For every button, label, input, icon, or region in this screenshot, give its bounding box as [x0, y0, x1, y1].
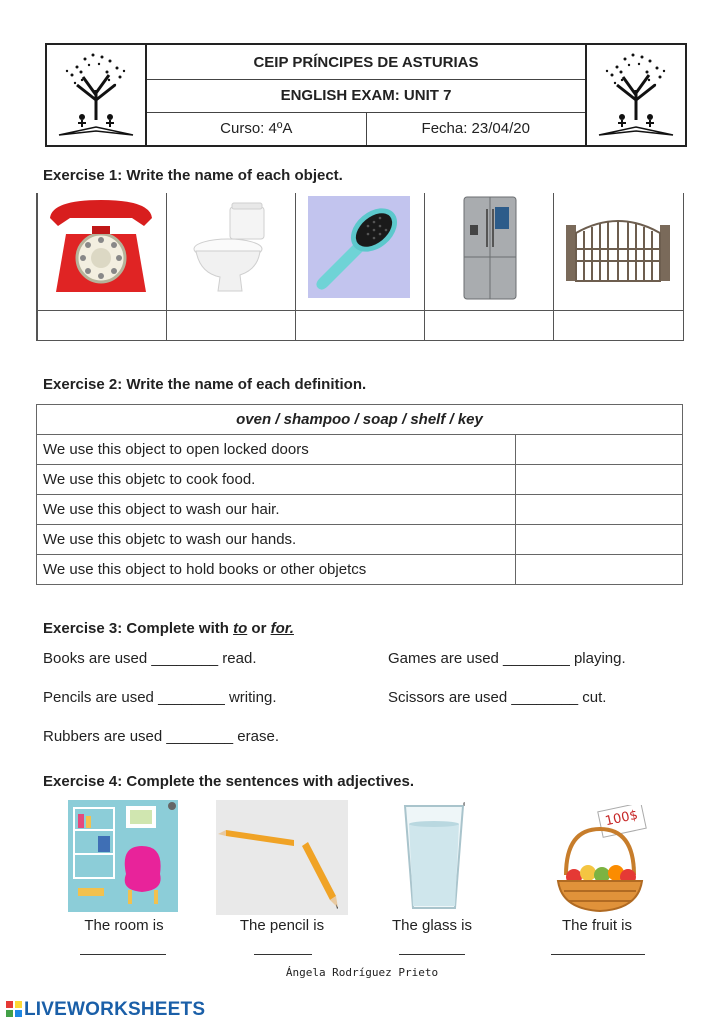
- caption-pencil: The pencil is: [239, 917, 325, 934]
- sentence-2[interactable]: Games are used ________ playing.: [388, 650, 626, 667]
- liveworksheets-logo[interactable]: [6, 999, 205, 1021]
- sentence-3[interactable]: Pencils are used ________ writing.: [43, 689, 277, 706]
- date-label: Fecha: 23/04/20: [421, 120, 530, 137]
- definition-text: We use this object to open locked doors: [37, 435, 516, 465]
- answer-cell[interactable]: [516, 555, 683, 585]
- exercise-3-title-for: for.: [270, 620, 294, 637]
- sentence-5[interactable]: Rubbers are used ________ erase.: [43, 728, 280, 745]
- telephone-icon: [42, 196, 160, 305]
- exam-title: ENGLISH EXAM: UNIT 7: [147, 79, 585, 113]
- table-row: [37, 465, 683, 495]
- answer-cell[interactable]: [516, 525, 683, 555]
- table-row: [37, 435, 683, 465]
- definitions-table: [36, 404, 683, 585]
- exercise-2-title: Exercise 2: Write the name of each definition.: [43, 376, 367, 393]
- liveworksheets-icon: [6, 1001, 22, 1017]
- answer-line-fruit[interactable]: [551, 953, 645, 955]
- exercise-3-title-prefix: Exercise 3: Complete with: [43, 620, 234, 637]
- definition-text: We use this objetc to wash our hands.: [37, 525, 516, 555]
- answer-line-pencil[interactable]: [254, 953, 312, 955]
- exercise-4-title: Exercise 4: Complete the sentences with adjectives.: [43, 773, 414, 790]
- caption-fruit: The fruit is: [561, 917, 633, 934]
- author-credit: Ángela Rodríguez Prieto: [285, 966, 439, 979]
- answer-cell[interactable]: [516, 465, 683, 495]
- glass-of-water-icon: [403, 802, 465, 917]
- fridge-icon: [462, 195, 518, 306]
- exercise-3-title-or: or: [247, 620, 271, 637]
- tree-reading-logo-icon: [47, 45, 147, 145]
- sentence-1[interactable]: Books are used ________ read.: [43, 650, 257, 667]
- exercise-3-title: [43, 620, 294, 637]
- broken-pencil-icon: [216, 800, 348, 915]
- table-row: [37, 495, 683, 525]
- sentence-4[interactable]: Scissors are used ________ cut.: [388, 689, 607, 706]
- table-row: [37, 555, 683, 585]
- toilet-icon: [178, 199, 282, 304]
- caption-glass: The glass is: [391, 917, 473, 934]
- word-bank: oven / shampoo / soap / shelf / key: [37, 405, 683, 435]
- answer-cell[interactable]: [516, 435, 683, 465]
- definition-text: We use this object to hold books or other objetcs: [37, 555, 516, 585]
- answer-box-1[interactable]: [36, 310, 165, 341]
- answer-cell[interactable]: [516, 495, 683, 525]
- exam-header: [45, 43, 687, 147]
- gate-icon: [564, 211, 672, 288]
- answer-box-5[interactable]: [553, 310, 683, 341]
- answer-box-2[interactable]: [166, 310, 294, 341]
- exercise-1-title: Exercise 1: Write the name of each object.: [43, 167, 343, 184]
- school-name: CEIP PRÍNCIPES DE ASTURIAS: [147, 45, 585, 80]
- table-row: [37, 525, 683, 555]
- definition-text: We use this object to wash our hair.: [37, 495, 516, 525]
- course-label: Curso: 4ºA: [147, 112, 367, 145]
- tree-reading-logo-icon: [585, 45, 685, 145]
- brand-text: LIVEWORKSHEETS: [24, 999, 206, 1020]
- answer-line-room[interactable]: [80, 953, 166, 955]
- definition-text: We use this objetc to cook food.: [37, 465, 516, 495]
- hairbrush-icon: [308, 196, 410, 298]
- price-tag: 100$: [603, 807, 640, 830]
- answer-box-3[interactable]: [295, 310, 423, 341]
- exercise-3-title-to: to: [233, 620, 248, 637]
- fruit-basket-icon: [552, 805, 650, 915]
- room-icon: [68, 800, 178, 912]
- answer-box-4[interactable]: [424, 310, 552, 341]
- caption-room: The room is: [84, 917, 164, 934]
- answer-line-glass[interactable]: [399, 953, 465, 955]
